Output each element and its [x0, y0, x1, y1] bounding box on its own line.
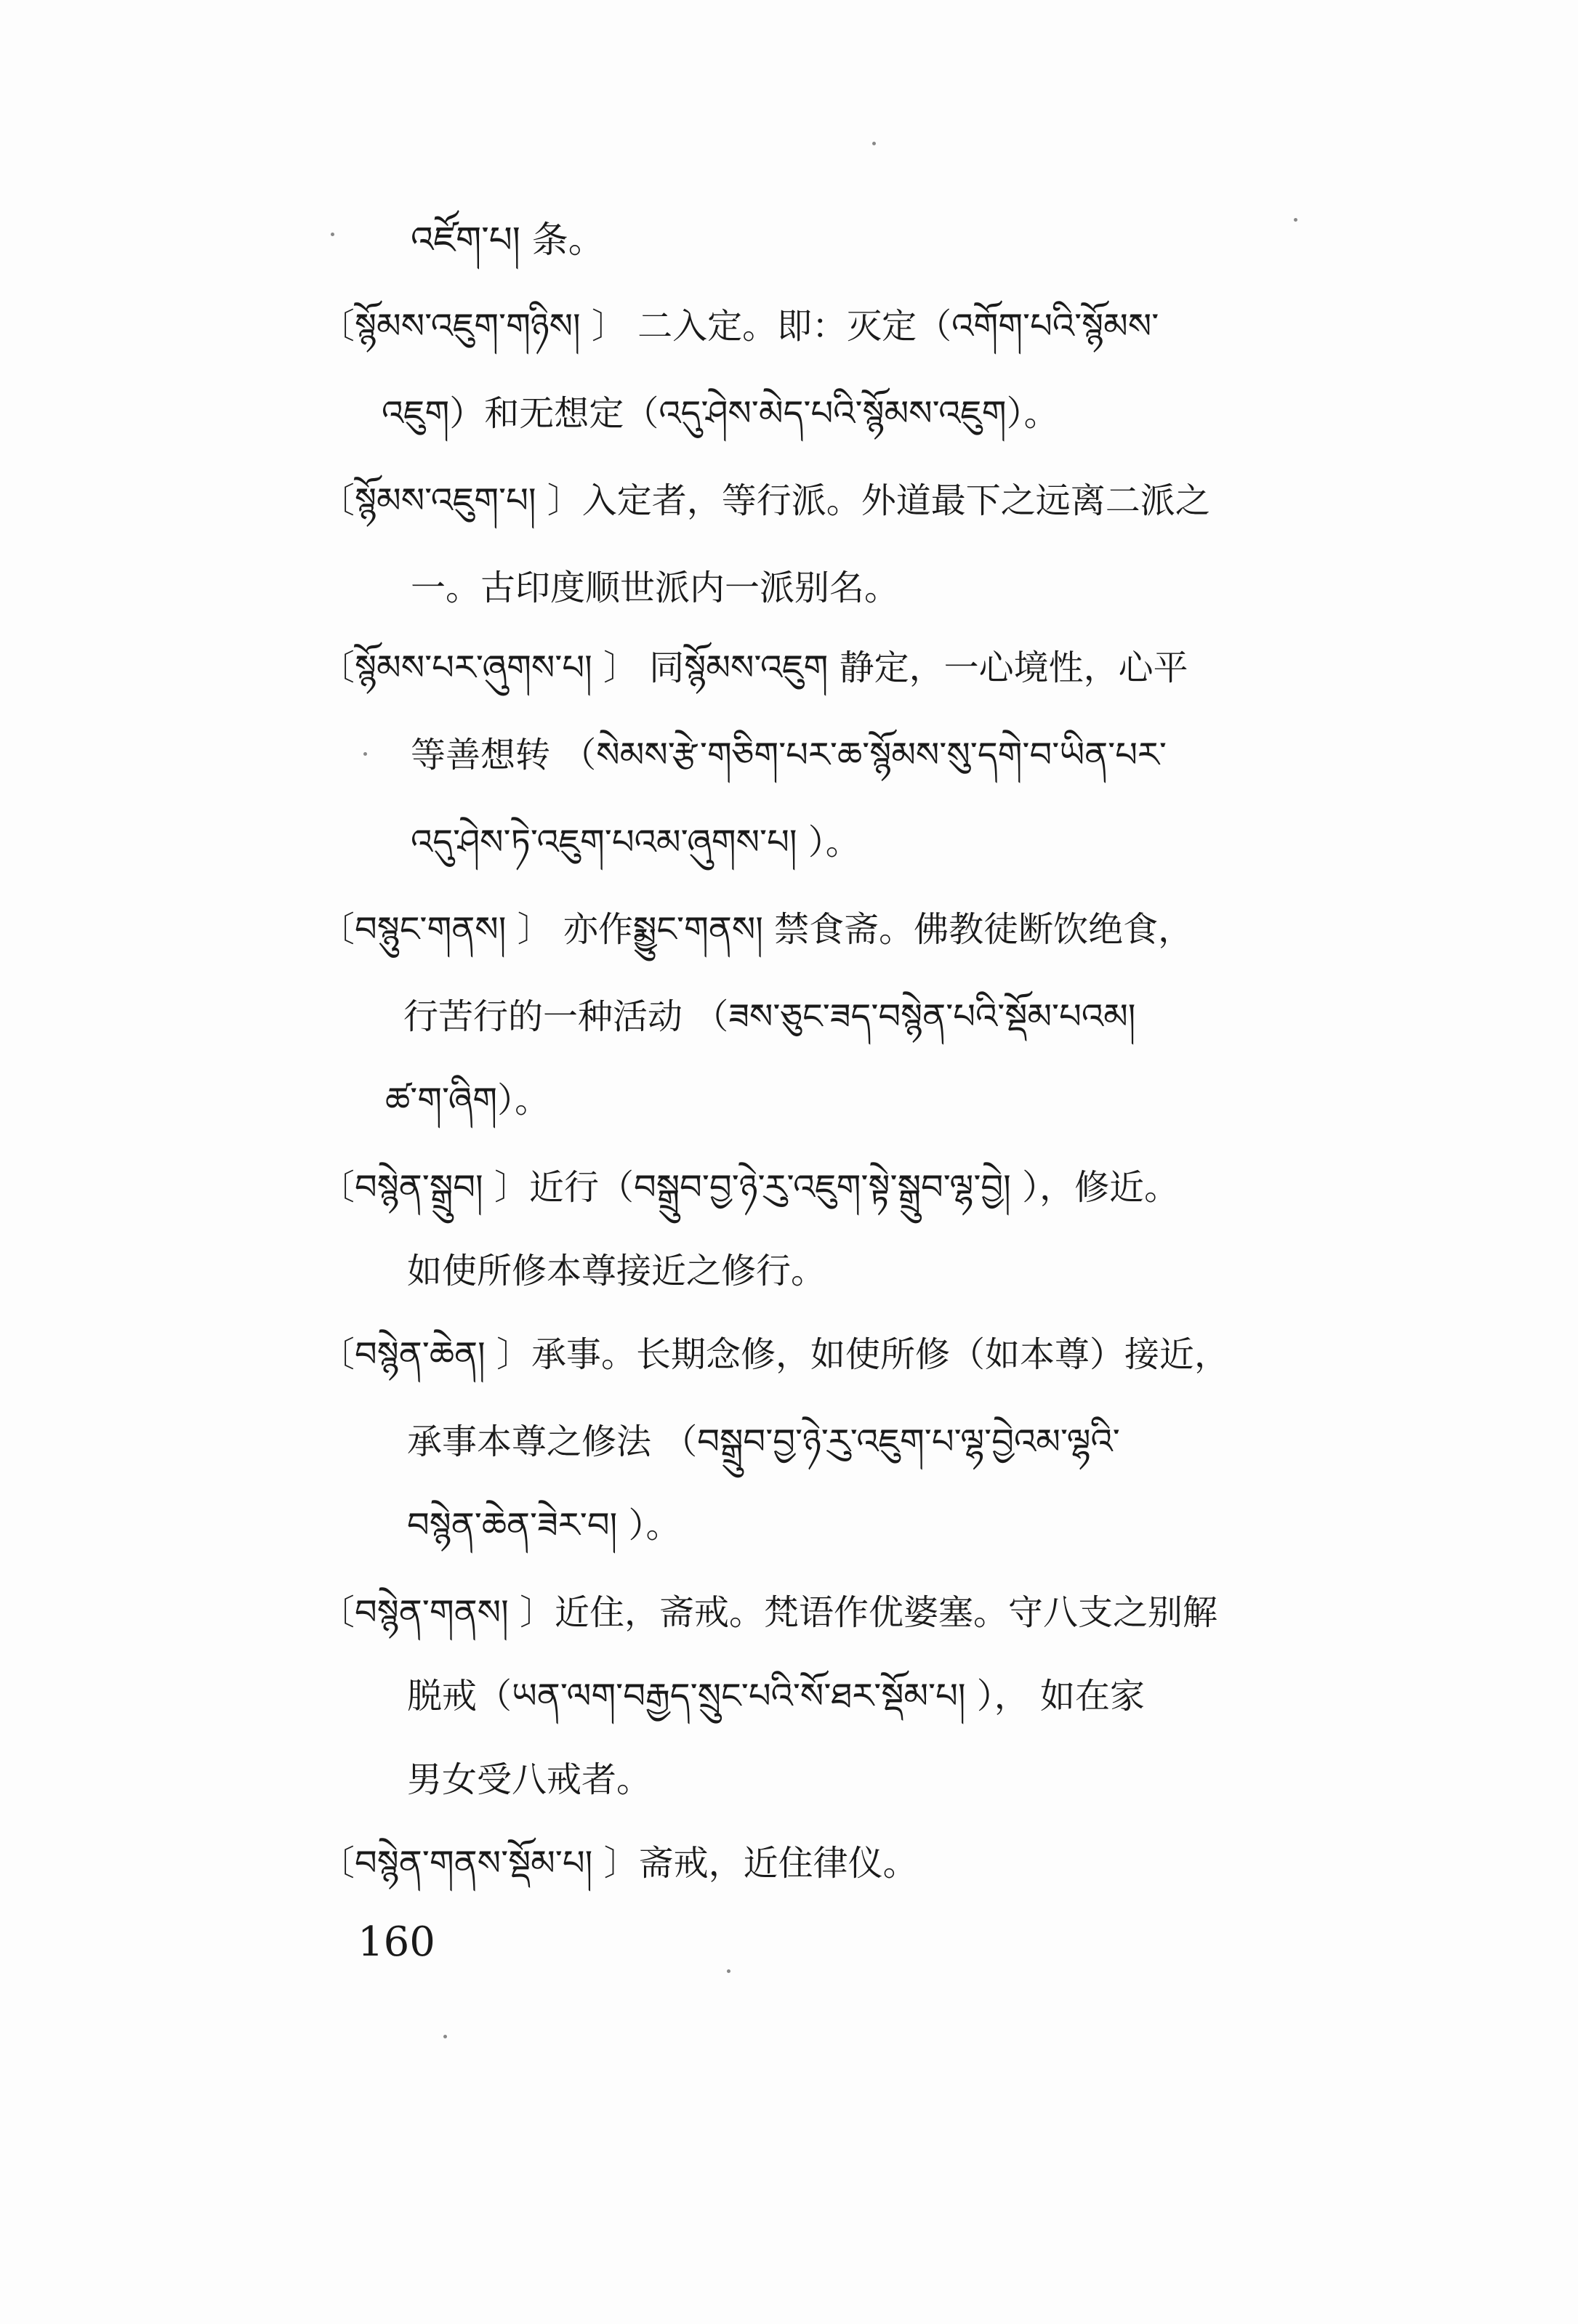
- scan-speck: [331, 233, 334, 236]
- entry-body-line: 承事本尊之修法 （བསྒྲུབ་བྱ་ཉེ་ཪུ་འཇུག་པ་ལྷ་བྱེའམ་ལྷའི་: [407, 1421, 1120, 1462]
- entry-headword-line: 〔བསྙེན་སྒྲུབ། 〕近行（བསྒྲུབ་བྱ་ཉེ་ཪུ་འཇུག་སྟེ་སྒྲུབ་ལྷ་བྱེ། ），修近。: [320, 1167, 1180, 1208]
- entry-body-line: 行苦行的一种活动 （ཟས་ཅུང་ཟད་བསྙེན་པའི་སྡོམ་པའམ།: [403, 996, 1136, 1037]
- entry-headword-line: 〔བསྙེན་གནས་སྡོམ་པ། 〕斋戒，近住律仪。: [320, 1843, 918, 1884]
- entry-body-line: ཚ་ག་ཞིག）。: [385, 1080, 550, 1121]
- entry-headword-line: 〔བསྙེན་གནས། 〕近住，斋戒。梵语作优婆塞。守八支之别解: [320, 1592, 1217, 1633]
- entry-headword-line: 〔སྙོམས་འཇུག་གཉིས། 〕 二入定。即：灭定（འགོག་པའི་སྙོམས་: [320, 306, 1159, 347]
- entry-body-line: 等善想转 （སེམས་རྩེ་གཅིག་པར་ཆ་སྙོམས་སུ་དགེ་བ་ཡིན་པར་: [411, 735, 1167, 775]
- entry-body-line: 一。古印度顺世派内一派别名。: [411, 568, 900, 608]
- entry-body-line: བསྙེན་ཆེན་ཟེར་བ། ）。: [407, 1505, 681, 1546]
- scan-speck: [1294, 218, 1297, 222]
- entry-headword-line: 〔སྙོམས་འཇུག་པ། 〕入定者，等行派。外道最下之远离二派之: [320, 480, 1210, 521]
- scan-speck: [443, 2035, 447, 2038]
- entry-body-line: 如使所修本尊接近之修行。: [407, 1251, 826, 1291]
- entry-continuation-line: འཛོག་པ། 条。: [411, 219, 605, 261]
- entry-body-line: འདུ་ཤེས་ཏེ་འཇུག་པའམ་ཞུགས་པ། ）。: [411, 822, 861, 863]
- page-number: 160: [358, 1918, 435, 1966]
- entry-headword-line: 〔སྙོམས་པར་ཞུགས་པ། 〕 同སྙོམས་འཇུག 静定，一心境性，心平: [320, 647, 1188, 688]
- scan-speck: [727, 1969, 730, 1973]
- scan-speck: [363, 752, 367, 756]
- entry-headword-line: 〔བསྙེན་ཆེན། 〕承事。长期念修，如使所修（如本尊）接近，: [320, 1334, 1229, 1375]
- entry-body-line: 脱戒（ཡན་ལག་བརྒྱད་སྲུང་པའི་སོ་ཐར་སྡོམ་པ། ）， 如在家: [407, 1676, 1146, 1716]
- entry-body-line: 男女受八戒者。: [407, 1759, 652, 1800]
- entry-body-line: འཇུག）和无想定（འདུ་ཤེས་མེད་པའི་སྙོམས་འཇུག）。: [382, 393, 1059, 434]
- entry-headword-line: 〔བསྙུང་གནས། 〕 亦作སྨྱུང་གནས། 禁食斋。佛教徒断饮绝食，: [320, 909, 1193, 950]
- scan-speck: [872, 142, 876, 145]
